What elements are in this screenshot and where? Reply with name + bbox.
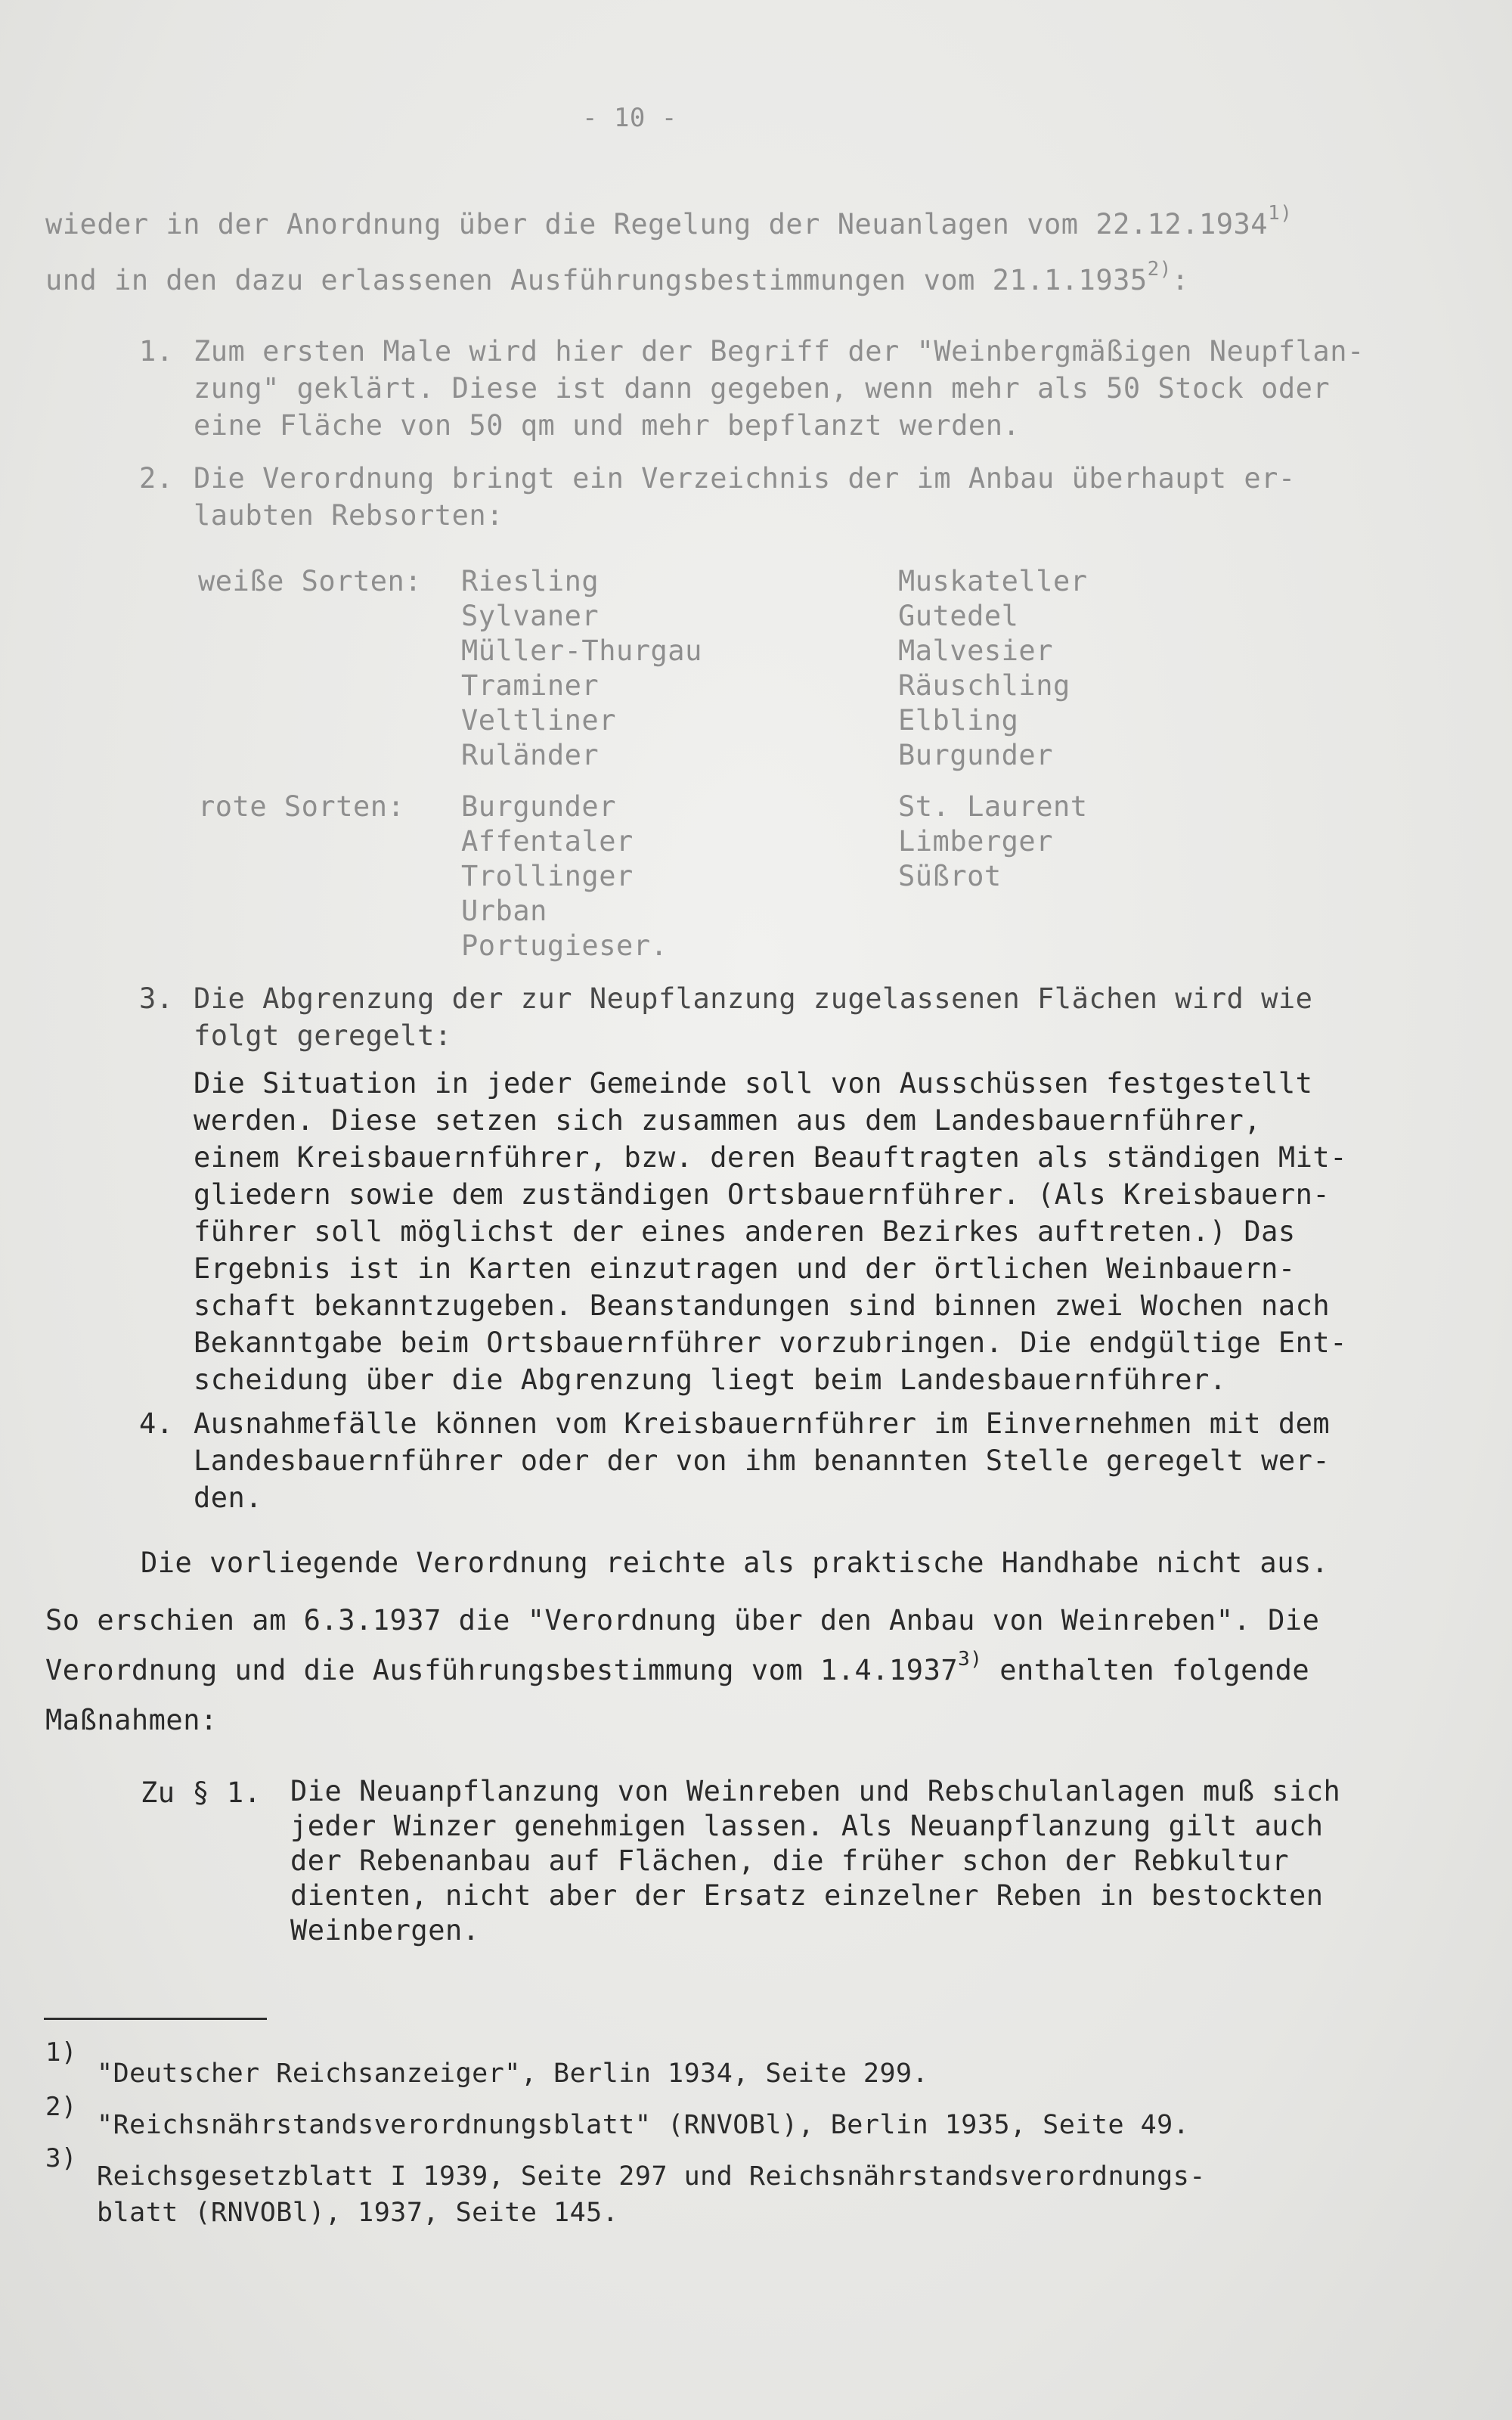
item-1-text bbox=[194, 333, 1365, 444]
paragraph-line-3 bbox=[45, 1647, 1310, 1689]
intro-line-1 bbox=[45, 201, 1293, 243]
paragraph-line-3-end: enthalten folgende bbox=[982, 1654, 1310, 1686]
item-3-sub-line: führer soll möglichst der eines anderen Bezirkes auftreten.) Das bbox=[194, 1215, 1296, 1248]
variety-item: Muskateller bbox=[898, 565, 1088, 597]
item-2-text bbox=[194, 460, 1296, 534]
red-varieties-label: rote Sorten: bbox=[198, 790, 405, 823]
item-3-sub-line: Bekanntgabe beim Ortsbauernführer vorzubringen. Die endgültige Ent- bbox=[194, 1326, 1347, 1359]
footnote-marker: 3) bbox=[45, 2143, 77, 2173]
item-3-sub-line: schaft bekanntzugeben. Beanstandungen sind binnen zwei Wochen nach bbox=[194, 1289, 1331, 1322]
footnote-3-line-2: blatt (RNVOBl), 1937, Seite 145. bbox=[97, 2198, 619, 2228]
page-number: - 10 - bbox=[582, 103, 677, 133]
paragraph-line-2: So erschien am 6.3.1937 die "Verordnung über den Anbau von Weinreben". Die bbox=[45, 1604, 1320, 1637]
item-3-line: Die Abgrenzung der zur Neupflanzung zugelassenen Flächen wird wie bbox=[194, 982, 1313, 1015]
intro-line-2-end: : bbox=[1171, 264, 1189, 296]
variety-item: Affentaler bbox=[461, 825, 634, 858]
item-3-sub-line: einem Kreisbauernführer, bzw. deren Beauftragten als ständigen Mit- bbox=[194, 1141, 1347, 1174]
variety-item: Ruländer bbox=[461, 739, 600, 771]
variety-item: St. Laurent bbox=[898, 790, 1088, 823]
section-1-line: jeder Winzer genehmigen lassen. Als Neuanpflanzung gilt auch bbox=[290, 1810, 1324, 1842]
white-varieties-right bbox=[898, 563, 1088, 771]
item-2-line: Die Verordnung bringt ein Verzeichnis der im Anbau überhaupt er- bbox=[194, 462, 1296, 495]
item-1-line: zung" geklärt. Diese ist dann gegeben, wenn mehr als 50 Stock oder bbox=[194, 372, 1331, 405]
section-1-line: Weinbergen. bbox=[290, 1914, 480, 1947]
intro-line-2 bbox=[45, 257, 1189, 299]
item-1-number: 1. bbox=[139, 335, 174, 368]
footnote-divider bbox=[44, 2018, 267, 2020]
item-3-sub-line: Ergebnis ist in Karten einzutragen und der örtlichen Weinbauern- bbox=[194, 1252, 1296, 1285]
variety-item: Limberger bbox=[898, 825, 1053, 858]
variety-item: Urban bbox=[461, 895, 547, 927]
item-3-number: 3. bbox=[139, 982, 174, 1015]
item-3-sub-line: gliedern sowie dem zuständigen Ortsbauernführer. (Als Kreisbauern- bbox=[194, 1178, 1331, 1211]
variety-item: Malvesier bbox=[898, 634, 1053, 667]
paragraph-line-1: Die vorliegende Verordnung reichte als praktische Handhabe nicht aus. bbox=[141, 1547, 1329, 1579]
item-1-line: Zum ersten Male wird hier der Begriff der "Weinbergmäßigen Neupflan- bbox=[194, 335, 1365, 368]
variety-item: Sylvaner bbox=[461, 600, 600, 632]
item-3-subparagraph bbox=[194, 1065, 1347, 1398]
item-4-number: 4. bbox=[139, 1407, 174, 1440]
variety-item: Riesling bbox=[461, 565, 600, 597]
variety-item: Gutedel bbox=[898, 600, 1019, 632]
white-varieties-left bbox=[461, 563, 702, 771]
variety-item: Traminer bbox=[461, 669, 600, 702]
variety-item: Elbling bbox=[898, 704, 1019, 737]
item-3-sub-line: Die Situation in jeder Gemeinde soll von Ausschüssen festgestellt bbox=[194, 1067, 1313, 1100]
footnote-2: "Reichsnährstandsverordnungsblatt" (RNVOBl), Berlin 1935, Seite 49. bbox=[97, 2110, 1190, 2140]
section-1-line: dienten, nicht aber der Ersatz einzelner Reben in bestockten bbox=[290, 1879, 1324, 1912]
footnote-1: "Deutscher Reichsanzeiger", Berlin 1934, Seite 299. bbox=[97, 2059, 929, 2089]
variety-item: Burgunder bbox=[461, 790, 616, 823]
variety-item: Portugieser. bbox=[461, 929, 668, 962]
item-4-line: den. bbox=[194, 1481, 263, 1514]
section-1-line: Die Neuanpflanzung von Weinreben und Rebschulanlagen muß sich bbox=[290, 1775, 1341, 1807]
item-4-text bbox=[194, 1405, 1330, 1516]
variety-item: Räuschling bbox=[898, 669, 1070, 702]
section-1-line: der Rebenanbau auf Flächen, die früher schon der Rebkultur bbox=[290, 1844, 1290, 1877]
intro-line-2-text: und in den dazu erlassenen Ausführungsbestimmungen vom 21.1.1935 bbox=[45, 264, 1148, 296]
item-4-line: Ausnahmefälle können vom Kreisbauernführer im Einvernehmen mit dem bbox=[194, 1407, 1331, 1440]
item-2-number: 2. bbox=[139, 462, 174, 495]
item-3-line: folgt geregelt: bbox=[194, 1019, 452, 1052]
variety-item: Müller-Thurgau bbox=[461, 634, 702, 667]
item-4-line: Landesbauernführer oder der von ihm benannten Stelle geregelt wer- bbox=[194, 1444, 1331, 1477]
item-3-sub-line: scheidung über die Abgrenzung liegt beim Landesbauernführer. bbox=[194, 1364, 1227, 1396]
item-1-line: eine Fläche von 50 qm und mehr bepflanzt werden. bbox=[194, 409, 1021, 442]
footnote-marker: 2) bbox=[45, 2092, 77, 2122]
footnote-3-line-1: Reichsgesetzblatt I 1939, Seite 297 und Reichsnährstandsverordnungs- bbox=[97, 2161, 1206, 2192]
item-3-text bbox=[194, 980, 1312, 1054]
variety-item: Süßrot bbox=[898, 860, 1002, 892]
red-varieties-left bbox=[461, 788, 668, 962]
item-3-sub-line: werden. Diese setzen sich zusammen aus dem Landesbauernführer, bbox=[194, 1104, 1262, 1137]
paragraph-line-4: Maßnahmen: bbox=[45, 1704, 218, 1736]
item-2-line: laubten Rebsorten: bbox=[194, 499, 503, 532]
footnote-ref-1: 1) bbox=[1268, 201, 1293, 225]
section-1-text bbox=[290, 1774, 1340, 1948]
intro-line-1-text: wieder in der Anordnung über die Regelung der Neuanlagen vom 22.12.1934 bbox=[45, 208, 1269, 240]
red-varieties-right bbox=[898, 788, 1088, 892]
variety-item: Veltliner bbox=[461, 704, 616, 737]
footnote-ref-2: 2) bbox=[1147, 257, 1172, 281]
variety-item: Burgunder bbox=[898, 739, 1053, 771]
section-1-label: Zu § 1. bbox=[141, 1776, 262, 1809]
footnote-marker: 1) bbox=[45, 2037, 77, 2068]
footnote-ref-3: 3) bbox=[958, 1647, 983, 1671]
paragraph-line-3-text: Verordnung und die Ausführungsbestimmung vom 1.4.1937 bbox=[45, 1654, 959, 1686]
white-varieties-label: weiße Sorten: bbox=[198, 565, 423, 597]
variety-item: Trollinger bbox=[461, 860, 634, 892]
